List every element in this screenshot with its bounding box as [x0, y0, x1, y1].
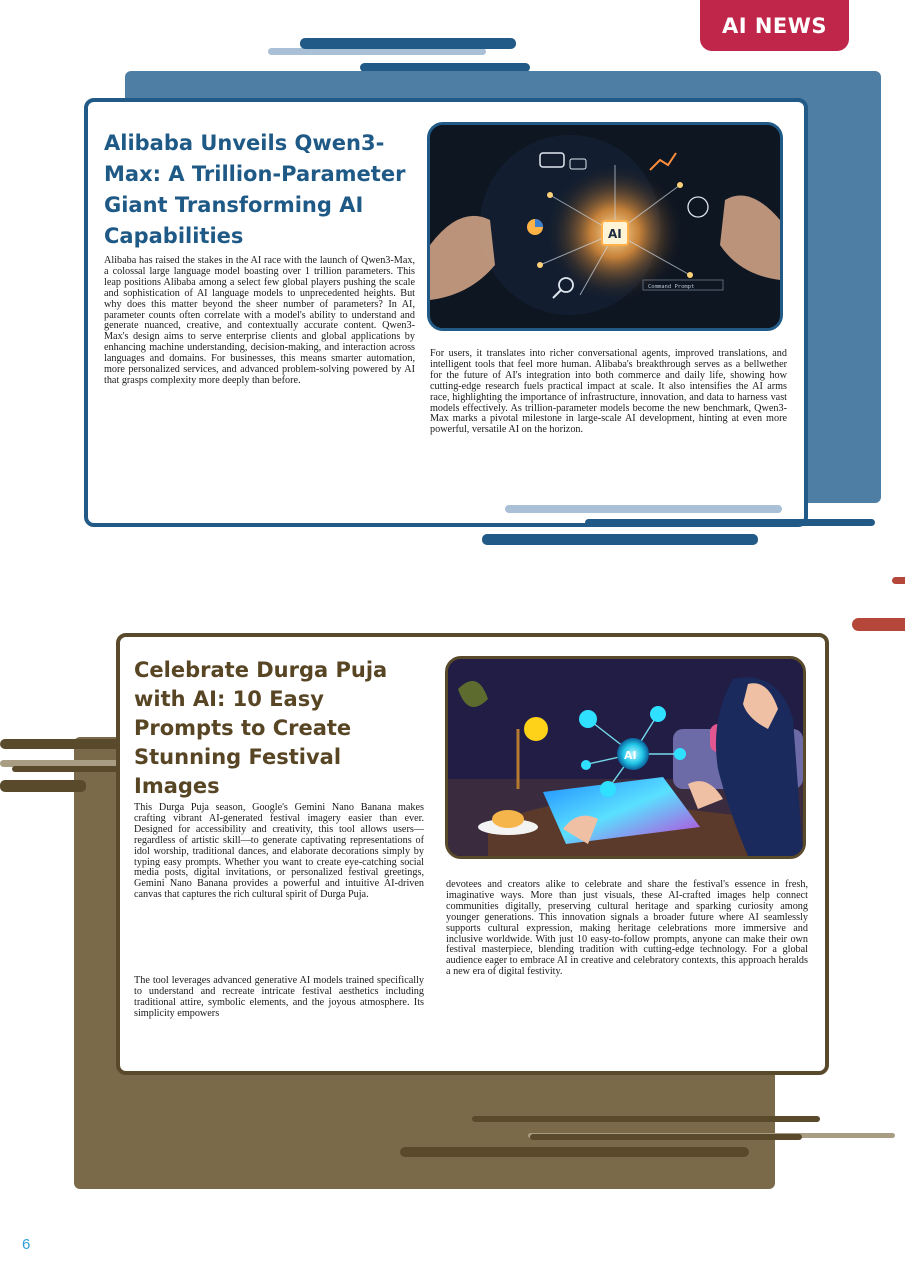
decor-bar: [530, 1134, 802, 1140]
decor-bar: [585, 519, 875, 526]
decor-bar: [852, 618, 905, 631]
ai-orb-label: AI: [624, 749, 637, 762]
decor-bar: [892, 577, 905, 584]
article1-image: [427, 122, 783, 331]
article2-column1-paragraph1: This Durga Puja season, Google's Gemini Nano Banana makes crafting vibrant AI-generated festival imagery easier than ever. Designed for accessibility and creativity, this tool allows users—regardless of artistic skill—to generate captivating representations of idol worship, traditional dances, and elaborate decorations simply by typing easy prompts. Whether you want to create eye-catching social media posts, digital invitations, or personalized festival greetings, Gemini Nano Banana provides a powerful and intuitive AI-driven canvas that captures the rich cultural spirit of Durga Puja.: [134, 802, 424, 901]
decor-bar: [0, 739, 125, 749]
command-prompt-label: Command Prompt: [648, 284, 695, 290]
decor-bar: [268, 48, 486, 55]
decor-bar: [300, 38, 516, 49]
article2-title: Celebrate Durga Puja with AI: 10 Easy Prompts to Create Stunning Festival Images: [134, 658, 388, 798]
decor-bar: [472, 1116, 820, 1122]
article2-image: [445, 656, 806, 859]
article1-column1: Alibaba has raised the stakes in the AI race with the launch of Qwen3-Max, a colossal large language model boasting over 1 trillion parameters. This leap positions Alibaba among a select few global players pushing the scale and sophistication of AI language models to unprecedented heights. But why does this matter beyond the sheer number of parameters? In AI, parameter counts often correlate with a model's ability to understand and generate nuanced, creative, and contextually accurate content. Qwen3-Max's design aims to serve enterprise clients and global applications by enhancing machine understanding, decision-making, and interaction across languages and domains. For businesses, this means smarter automation, more personalized services, and advanced problem-solving powered by AI that grasps complexity more deeply than before.: [104, 255, 415, 386]
decor-bar: [505, 505, 782, 513]
ai-chip-label: AI: [608, 227, 622, 241]
article1-title: Alibaba Unveils Qwen3-Max: A Trillion-Parameter Giant Transforming AI Capabilities: [104, 131, 406, 248]
decor-bar: [0, 780, 86, 792]
article2-column1-paragraph2: The tool leverages advanced generative AI models trained specifically to understand and recreate intricate festival aesthetics including traditional attire, symbolic elements, and the joyous atmosphere. Its simplicity empowers: [134, 975, 424, 1019]
article2-column2: devotees and creators alike to celebrate and share the festival's essence in fresh, imaginative ways. More than just visuals, these AI-crafted images help connect communities digitally, preserving cultural heritage and sparking curiosity among younger generations. This innovation signals a broader future where AI seamlessly supports cultural expression, making heritage celebrations more immersive and inclusive worldwide. With just 10 easy-to-follow prompts, anyone can make their own festival masterpiece, blending tradition with cutting-edge technology. For a global audience eager to embrace AI in creative and celebratory contexts, this approach heralds a new era of digital festivity.: [446, 879, 808, 978]
decor-bar: [482, 534, 758, 545]
decor-bar: [400, 1147, 749, 1157]
article1-column2: For users, it translates into richer conversational agents, improved translations, and intelligent tools that feel more human. Alibaba's breakthrough serves as a bellwether for the future of AI's integration into both commerce and daily life, showing how cutting-edge research fuels practical impact at scale. It also intensifies the AI arms race, highlighting the importance of infrastructure, innovation, and data to harness vast models effectively. As trillion-parameter models become the new benchmark, Qwen3-Max marks a pivotal milestone in large-scale AI development, hinting at even more powerful, versatile AI on the horizon.: [430, 348, 787, 436]
decor-bar: [12, 766, 127, 772]
page-number: 6: [22, 1236, 31, 1253]
section-badge: AI NEWS: [700, 0, 849, 51]
